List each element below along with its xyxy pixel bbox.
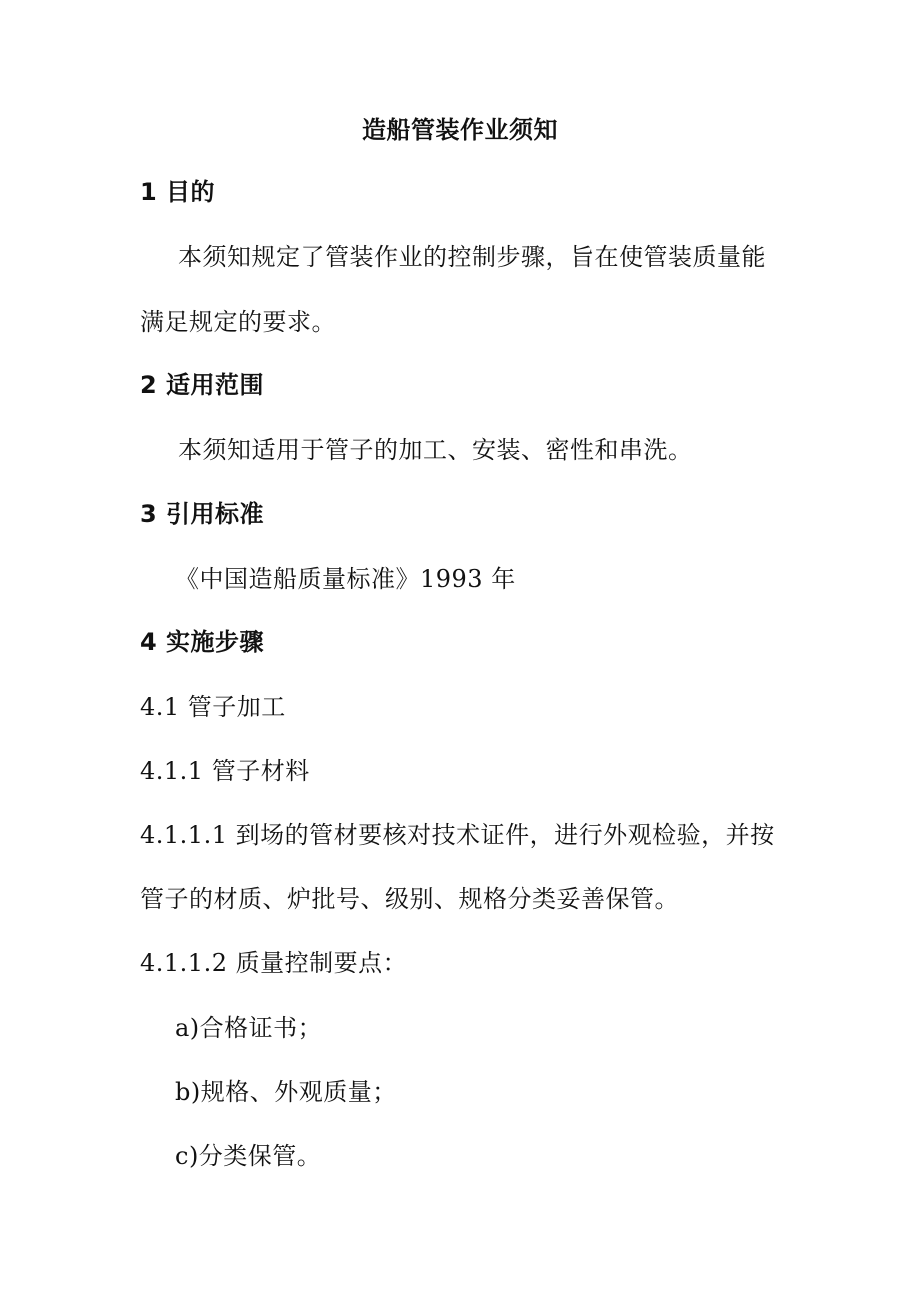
- list-item: b)规格、外观质量；: [175, 1078, 397, 1106]
- subsection-4-1: 4.1 管子加工: [140, 693, 286, 721]
- section-number: 1: [140, 178, 158, 206]
- subsection-4-1-1: 4.1.1 管子材料: [140, 757, 310, 785]
- paragraph-line: 本须知适用于管子的加工、安装、密性和串洗。: [178, 436, 693, 464]
- section-number: 2: [140, 371, 158, 399]
- paragraph-line: 本须知规定了管装作业的控制步骤，旨在使管装质量能: [178, 243, 766, 271]
- section-title: 实施步骤: [166, 628, 264, 656]
- section-number: 4: [140, 628, 158, 656]
- section-title: 引用标准: [166, 500, 264, 528]
- section-title: 目的: [166, 178, 215, 206]
- paragraph-line: 《中国造船质量标准》1993 年: [175, 565, 516, 593]
- section-heading-2: [140, 368, 264, 402]
- subsection-4-1-1-2: 4.1.1.2 质量控制要点：: [140, 949, 408, 977]
- paragraph-line: 管子的材质、炉批号、级别、规格分类妥善保管。: [140, 885, 679, 913]
- paragraph-line: 满足规定的要求。: [140, 308, 336, 336]
- section-heading-4: [140, 625, 264, 659]
- section-heading-3: [140, 497, 264, 531]
- section-number: 3: [140, 500, 158, 528]
- document-title: 造船管装作业须知: [362, 116, 558, 144]
- list-item: c)分类保管。: [175, 1142, 322, 1170]
- section-title: 适用范围: [166, 371, 264, 399]
- section-heading-1: [140, 175, 215, 209]
- paragraph-line: 4.1.1.1 到场的管材要核对技术证件，进行外观检验，并按: [140, 821, 775, 849]
- list-item: a)合格证书；: [175, 1014, 323, 1042]
